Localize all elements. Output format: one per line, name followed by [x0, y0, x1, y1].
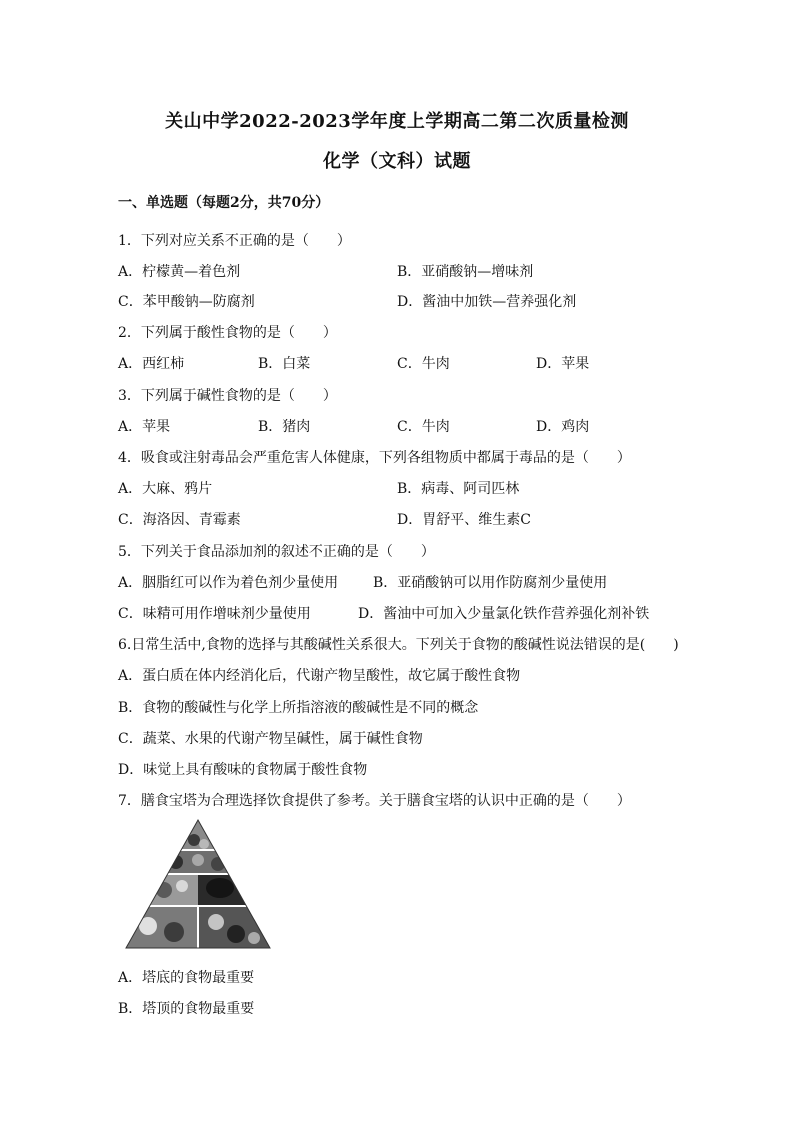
question-2-option-c: C．牛肉	[397, 356, 450, 372]
question-6-option-c: C．蔬菜、水果的代谢产物呈碱性，属于碱性食物	[118, 731, 423, 747]
question-1-option-a: A．柠檬黄—着色剂	[118, 264, 241, 280]
question-3-option-b: B．猪肉	[258, 419, 311, 435]
question-1-option-c: C．苯甲酸钠—防腐剂	[118, 294, 255, 310]
question-4-option-c: C．海洛因、青霉素	[118, 512, 241, 528]
question-2-stem: 2．下列属于酸性食物的是（ ）	[118, 325, 337, 341]
question-3-option-c: C．牛肉	[397, 419, 450, 435]
question-7-option-b: B．塔顶的食物最重要	[118, 1001, 255, 1017]
question-7-option-a: A．塔底的食物最重要	[118, 970, 255, 986]
question-2-option-a: A．西红柿	[118, 356, 185, 372]
question-7-stem: 7．膳食宝塔为合理选择饮食提供了参考。关于膳食宝塔的认识中正确的是（ ）	[118, 793, 631, 809]
question-5-option-b: B．亚硝酸钠可以用作防腐剂少量使用	[373, 575, 608, 591]
question-5-stem: 5．下列关于食品添加剂的叙述不正确的是（ ）	[118, 544, 435, 560]
question-2-option-b: B．白菜	[258, 356, 311, 372]
question-3-option-d: D．鸡肉	[536, 419, 590, 435]
question-5-option-d: D．酱油中可加入少量氯化铁作营养强化剂补铁	[358, 606, 650, 622]
question-4-option-a: A．大麻、鸦片	[118, 481, 213, 497]
question-1-option-b: B．亚硝酸钠—增味剂	[397, 264, 534, 280]
question-6-option-b: B．食物的酸碱性与化学上所指溶液的酸碱性是不同的概念	[118, 700, 479, 716]
exam-subtitle: 化学（文科）试题	[323, 151, 471, 172]
question-6-option-d: D．味觉上具有酸味的食物属于酸性食物	[118, 762, 368, 778]
question-6-stem: 6.日常生活中,食物的选择与其酸碱性关系很大。下列关于食物的酸碱性说法错误的是( )	[118, 637, 679, 653]
question-1-option-d: D．酱油中加铁—营养强化剂	[397, 294, 577, 310]
question-5-option-a: A．胭脂红可以作为着色剂少量使用	[118, 575, 339, 591]
question-5-option-c: C．味精可用作增味剂少量使用	[118, 606, 311, 622]
question-4-option-d: D．胃舒平、维生素C	[397, 512, 531, 528]
question-6-option-a: A．蛋白质在体内经消化后，代谢产物呈酸性，故它属于酸性食物	[118, 668, 521, 684]
question-1-stem: 1．下列对应关系不正确的是（ ）	[118, 233, 351, 249]
question-2-option-d: D．苹果	[536, 356, 590, 372]
question-4-stem: 4．吸食或注射毒品会严重危害人体健康，下列各组物质中都属于毒品的是（ ）	[118, 450, 631, 466]
exam-title: 关山中学2022-2023学年度上学期高二第二次质量检测	[165, 111, 629, 132]
question-3-option-a: A．苹果	[118, 419, 171, 435]
food-pyramid-image	[124, 818, 272, 950]
question-3-stem: 3．下列属于碱性食物的是（ ）	[118, 388, 337, 404]
question-4-option-b: B．病毒、阿司匹林	[397, 481, 520, 497]
section-heading: 一、单选题（每题2分，共70分）	[118, 195, 330, 211]
